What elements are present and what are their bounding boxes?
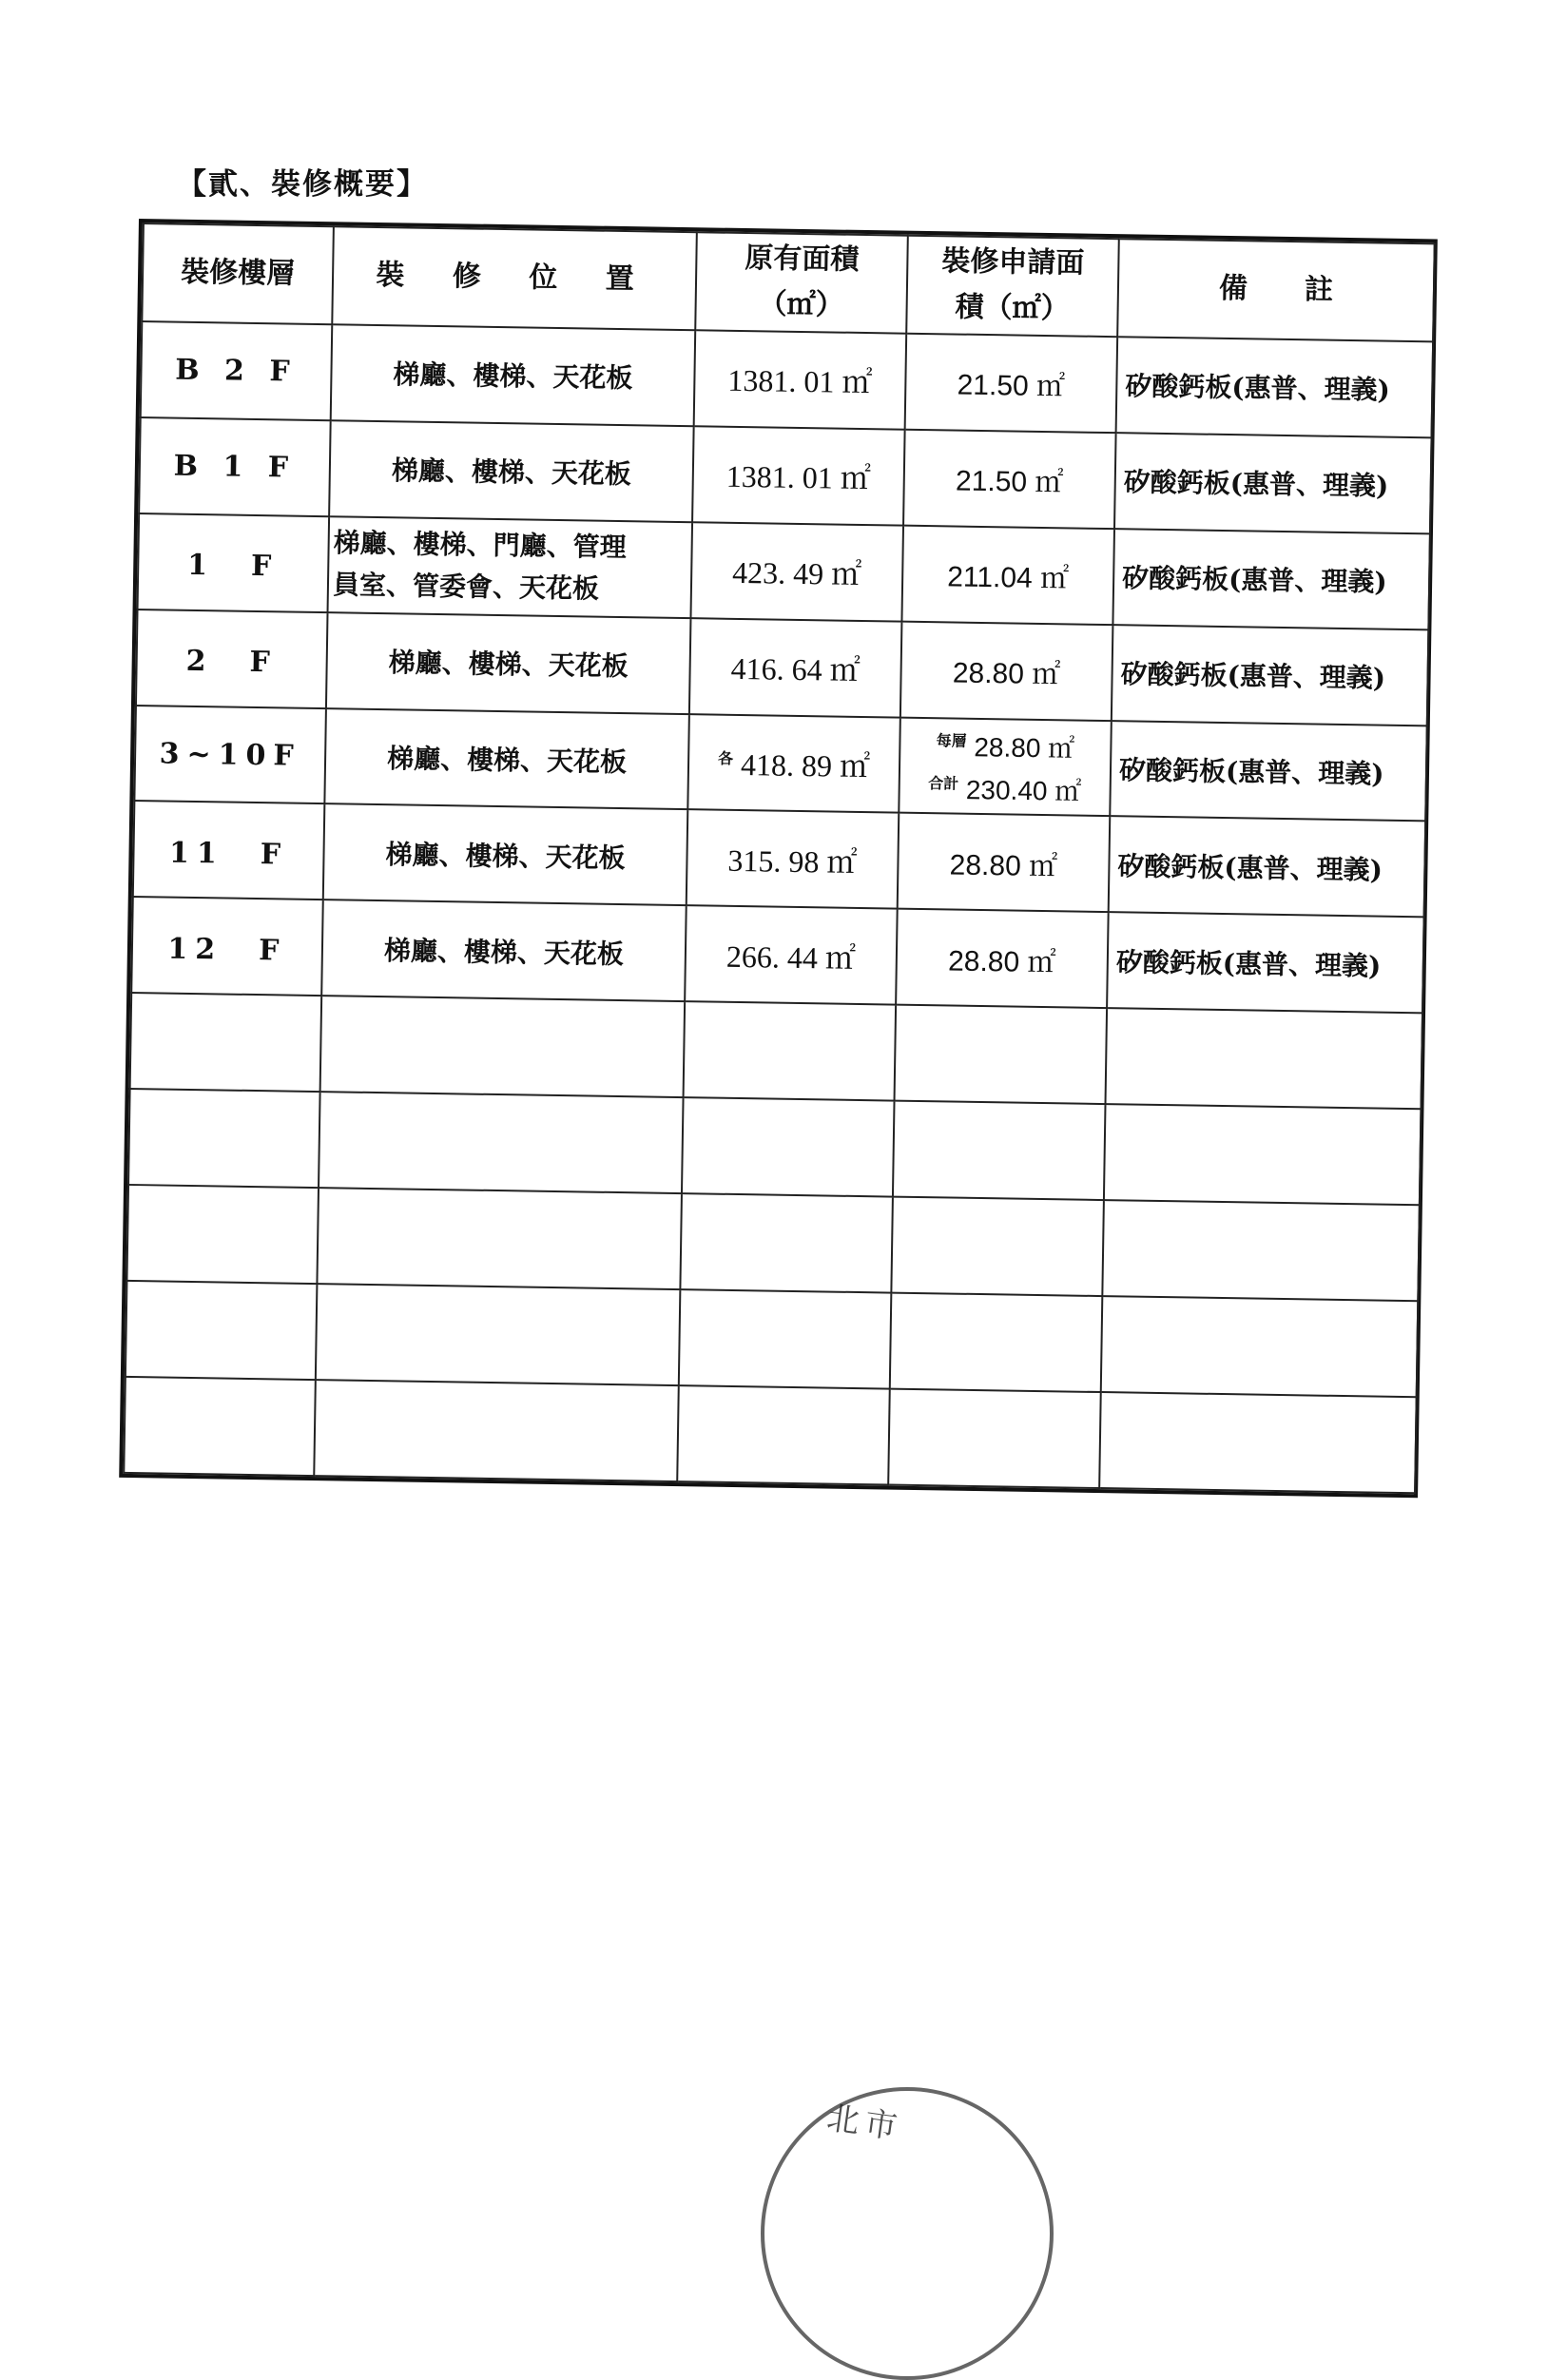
cell-location: 梯廳、樓梯、天花板: [321, 900, 687, 1002]
empty-cell: [895, 1005, 1108, 1104]
cell-remarks: 矽酸鈣板(惠普、理義): [1110, 721, 1427, 822]
empty-cell: [679, 1289, 892, 1388]
cell-floor: 3~10F: [134, 706, 326, 804]
empty-cell: [1102, 1200, 1420, 1301]
section-title: 【貳、裝修概要】: [177, 167, 428, 202]
applied-per-floor: [906, 722, 1105, 768]
cell-floor: 2 F: [136, 610, 328, 708]
empty-cell: [890, 1293, 1103, 1392]
total-label: 合計: [928, 776, 959, 793]
cell-original-area-value: 418. 89 ㎡: [740, 747, 871, 784]
cell-original-area: 1381. 01 ㎡: [694, 330, 907, 429]
header-location: 裝 修 位 置: [332, 226, 697, 330]
empty-cell: [128, 1089, 320, 1188]
cell-location: 梯廳、樓梯、天花板: [324, 708, 689, 810]
seal-stamp-text: 北市: [824, 2099, 905, 2148]
empty-cell: [682, 1097, 895, 1196]
header-applied-area-line1: 裝修申請面: [941, 244, 1085, 281]
cell-location-line2: 員室、管委會、天花板: [332, 569, 600, 605]
each-label: 各: [717, 750, 734, 768]
empty-cell: [1101, 1296, 1419, 1397]
cell-applied-area: 211.04 ㎡: [901, 525, 1114, 624]
empty-cell: [677, 1385, 890, 1485]
empty-cell: [130, 993, 322, 1092]
empty-cell: [893, 1101, 1106, 1200]
cell-floor: 1 F: [138, 513, 330, 612]
renovation-summary-table: [119, 219, 1438, 1498]
empty-cell: [126, 1185, 319, 1284]
empty-cell: [319, 1092, 684, 1193]
empty-cell: [891, 1197, 1104, 1296]
empty-cell: [317, 1188, 682, 1289]
cell-original-area: 416. 64 ㎡: [689, 618, 902, 717]
header-applied-area-line2: 積（㎡）: [955, 290, 1070, 326]
empty-cell: [316, 1284, 681, 1385]
empty-cell: [1099, 1392, 1417, 1493]
cell-floor: 12 F: [131, 897, 323, 996]
cell-original-area: 423. 49 ㎡: [690, 522, 903, 621]
header-floor: 裝修樓層: [142, 223, 334, 324]
cell-location: 梯廳、樓梯、天花板: [329, 420, 694, 522]
empty-cell: [888, 1388, 1101, 1488]
cell-remarks: 矽酸鈣板(惠普、理義): [1112, 529, 1430, 629]
empty-row: [124, 1377, 1416, 1493]
cell-remarks: 矽酸鈣板(惠普、理義): [1112, 625, 1429, 726]
total-value: 230.40 ㎡: [965, 775, 1082, 806]
cell-location: 梯廳、樓梯、天花板: [323, 804, 688, 906]
empty-cell: [684, 1001, 897, 1100]
cell-applied-area: 21.50 ㎡: [903, 430, 1116, 529]
cell-location-line1: 梯廳、樓梯、門廳、管理: [333, 527, 627, 564]
empty-cell: [126, 1281, 318, 1380]
cell-applied-area: 28.80 ㎡: [900, 621, 1113, 720]
cell-remarks: 矽酸鈣板(惠普、理義): [1114, 433, 1432, 533]
cell-location: 梯廳、樓梯、天花板: [326, 612, 691, 714]
empty-cell: [1104, 1104, 1422, 1205]
per-floor-value: 28.80 ㎡: [974, 731, 1075, 764]
cell-floor: B 1 F: [139, 417, 331, 516]
header-original-area-line1: 原有面積: [745, 242, 860, 278]
cell-floor: 11 F: [133, 801, 325, 900]
cell-applied-area: [899, 717, 1112, 816]
header-applied-area: [906, 236, 1119, 337]
cell-remarks: 矽酸鈣板(惠普、理義): [1116, 337, 1434, 437]
header-remarks: 備 註: [1117, 239, 1435, 341]
header-original-area: [695, 232, 908, 333]
empty-cell: [1105, 1008, 1422, 1109]
cell-applied-area: 28.80 ㎡: [896, 909, 1109, 1008]
cell-original-area: [687, 714, 900, 813]
empty-cell: [314, 1380, 679, 1481]
official-seal-stamp: [761, 2087, 1054, 2380]
cell-floor: B 2 F: [141, 321, 333, 420]
cell-remarks: 矽酸鈣板(惠普、理義): [1107, 912, 1424, 1013]
empty-cell: [124, 1377, 316, 1476]
cell-location: [328, 516, 693, 618]
empty-cell: [680, 1193, 893, 1292]
cell-applied-area: 28.80 ㎡: [898, 813, 1111, 912]
empty-cell: [320, 996, 686, 1097]
cell-original-area: 315. 98 ㎡: [687, 810, 900, 909]
cell-original-area: 1381. 01 ㎡: [692, 426, 905, 525]
per-floor-label: 每層: [936, 732, 967, 750]
header-original-area-line2: （㎡）: [758, 287, 844, 323]
applied-total: [905, 765, 1104, 812]
cell-original-area: 266. 44 ㎡: [685, 906, 898, 1005]
cell-remarks: 矽酸鈣板(惠普、理義): [1109, 817, 1426, 918]
cell-location: 梯廳、樓梯、天花板: [331, 324, 696, 426]
cell-applied-area: 21.50 ㎡: [905, 334, 1118, 433]
